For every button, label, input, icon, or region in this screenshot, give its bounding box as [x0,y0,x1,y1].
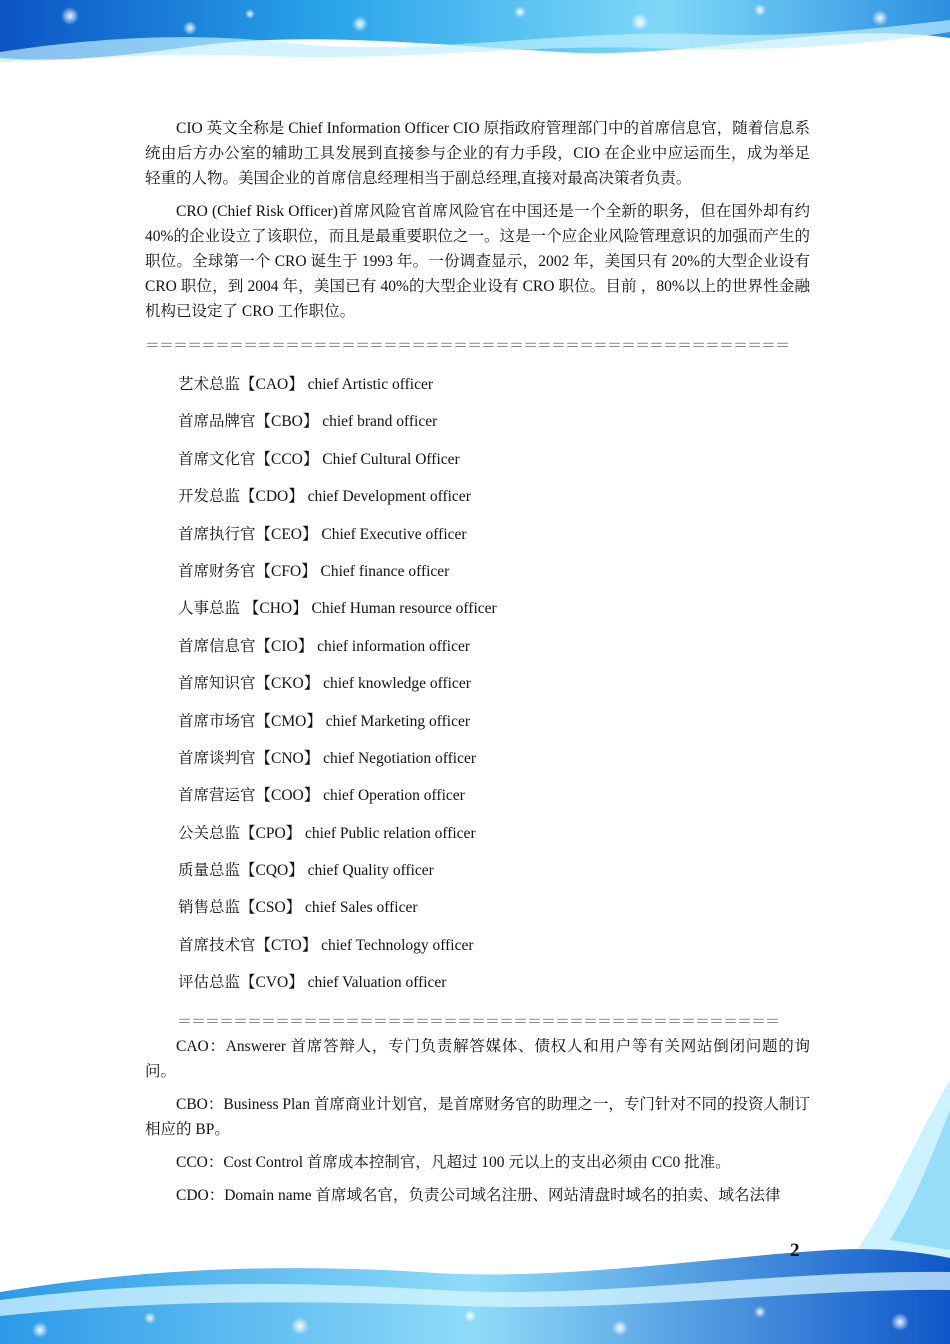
separator-line: ＝＝＝＝＝＝＝＝＝＝＝＝＝＝＝＝＝＝＝＝＝＝＝＝＝＝＝＝＝＝＝＝＝＝＝＝＝＝＝＝＝＝＝ [177,1011,780,1030]
document-body [145,116,810,1216]
list-item: 首席财务官【CFO】 Chief finance officer [178,562,450,580]
officer-title-list [145,366,810,1002]
list-item: 质量总监【CQO】 chief Quality officer [178,862,434,880]
intro-paragraph-cio: CIO 英文全称是 Chief Information Officer CIO 原指政府管理部门中的首席信息官，随着信息系统由后方办公室的辅助工具发展到直接参与企业的有力手段，CIO 在企业中应运而生，成为举足轻重的人物。美国企业的首席信息经理相当于副总经理,直接对最高决策者负责。 [145,120,810,187]
list-item: 首席谈判官【CNO】 chief Negotiation officer [178,749,477,767]
definition-paragraph-cao: CAO：Answerer 首席答辩人，专门负责解答媒体、债权人和用户等有关网站倒闭问题的询问。 [145,1037,810,1080]
list-item: 首席技术官【CTO】 chief Technology officer [178,936,474,954]
list-item: 首席信息官【CIO】 chief information officer [178,637,470,655]
list-item: 公关总监【CPO】 chief Public relation officer [178,824,476,842]
list-item: 首席执行官【CEO】 Chief Executive officer [178,525,467,543]
definition-paragraph-cbo: CBO：Business Plan 首席商业计划官，是首席财务官的助理之一，专门针对不同的投资人制订相应的 BP。 [145,1095,810,1138]
list-item: 首席文化官【CCO】 Chief Cultural Officer [178,450,460,468]
list-item: 首席知识官【CKO】 chief knowledge officer [178,675,471,693]
top-wave-band [0,0,950,62]
page-number: 2 [790,1240,800,1261]
intro-paragraph-cro: CRO (Chief Risk Officer)首席风险官首席风险官在中国还是一个全新的职务，但在国外却有约 40%的企业设立了该职位，而且是最重要职位之一。这是一个应企业风险管理意识的加强而产生的职位。全球第一个 CRO 诞生于 1993 年。一份调查显示，2002 年，美国只有 20%的大型企业设有 CRO 职位，到 2004 年，美国已有 40%的大型企业设有 CRO 职位。目前 ，80%以上的世界性金融机构已设定了 CRO 工作职位。 [145,203,810,320]
list-item: 开发总监【CDO】 chief Development officer [178,488,471,506]
definition-paragraph-cdo: CDO：Domain name 首席域名官，负责公司域名注册、网站清盘时域名的拍卖、域名法律 [176,1186,781,1204]
list-item: 艺术总监【CAO】 chief Artistic officer [178,376,433,393]
list-item: 销售总监【CSO】 chief Sales officer [178,899,418,917]
bottom-wave-band [0,1249,950,1344]
list-item: 首席市场官【CMO】 chief Marketing officer [178,712,471,730]
list-item: 人事总监 【CHO】 Chief Human resource officer [178,600,497,618]
separator-line: ＝＝＝＝＝＝＝＝＝＝＝＝＝＝＝＝＝＝＝＝＝＝＝＝＝＝＝＝＝＝＝＝＝＝＝＝＝＝＝＝＝＝＝＝＝＝ [145,336,790,354]
list-item: 首席营运官【COO】 chief Operation officer [178,787,465,805]
list-item: 首席品牌官【CBO】 chief brand officer [178,413,438,431]
list-item: 评估总监【CVO】 chief Valuation officer [178,974,447,992]
definition-paragraph-cco: CCO：Cost Control 首席成本控制官，凡超过 100 元以上的支出必须由 CC0 批准。 [176,1153,731,1171]
